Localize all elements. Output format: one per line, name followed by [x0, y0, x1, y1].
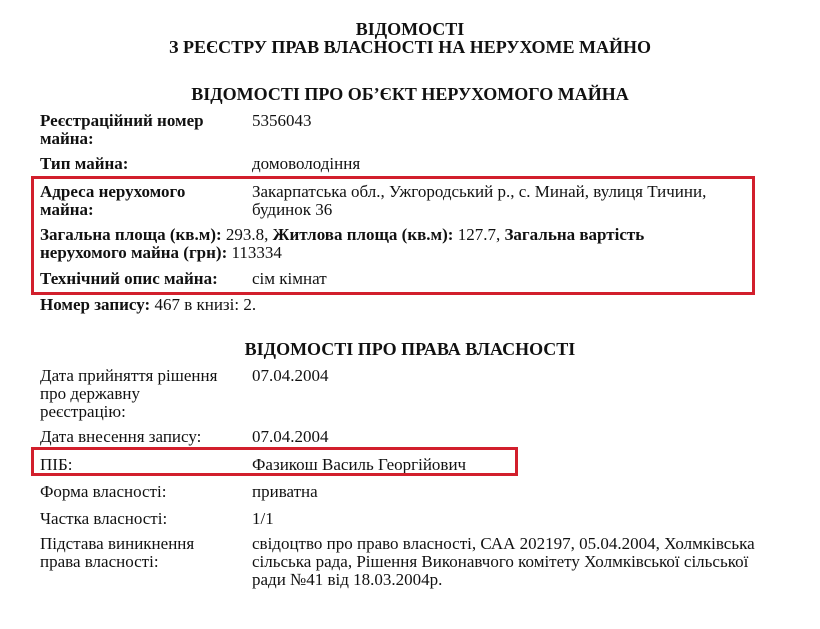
total-value-label-part1: Загальна вартість [504, 225, 645, 244]
ownership-basis-label [40, 535, 245, 571]
document-subtitle: З РЕЄСТРУ ПРАВ ВЛАСНОСТІ НА НЕРУХОМЕ МАЙНО [168, 37, 652, 57]
record-number-value: 467 в книзі: 2. [154, 295, 257, 314]
ownership-form-value: приватна [252, 482, 318, 501]
property-section-heading: ВІДОМОСТІ ПРО ОБ’ЄКТ НЕРУХОМОГО МАЙНА [191, 84, 629, 104]
ownership-share-value: 1/1 [252, 509, 274, 528]
ownership-form-label: Форма власності: [40, 482, 167, 501]
rights-section-heading: ВІДОМОСТІ ПРО ПРАВА ВЛАСНОСТІ [244, 339, 576, 359]
ownership-basis-label-line1: Підстава виникнення [40, 534, 195, 553]
address-label-line1: Адреса нерухомого [40, 182, 186, 201]
decision-date-label [40, 367, 245, 421]
reg-number-value: 5356043 [252, 111, 312, 130]
address-line2: будинок 36 [252, 200, 333, 219]
property-type-value: домоволодіння [252, 154, 361, 173]
living-area-value: 127.7, [457, 225, 501, 244]
ownership-basis-line1: свідоцтво про право власності, САА 202197, 05.04.2004, Холмківська [252, 534, 755, 553]
ownership-basis-label-line2: права власності: [40, 552, 159, 571]
decision-date-label-line1: Дата прийняття рішення [40, 366, 218, 385]
ownership-share-label: Частка власності: [40, 509, 168, 528]
owner-name-label: ПІБ: [40, 455, 73, 474]
property-type-label: Тип майна: [40, 154, 129, 173]
highlight-box-name [31, 447, 518, 476]
reg-number-label [40, 112, 245, 148]
decision-date-label-line3: реєстрацію: [40, 402, 126, 421]
total-value-label-part2: нерухомого майна (грн): [40, 243, 228, 262]
address-label-line2: майна: [40, 200, 94, 219]
record-number-label: Номер запису: [40, 295, 151, 314]
tech-description-label: Технічний опис майна: [40, 269, 218, 288]
tech-description-value: сім кімнат [252, 269, 327, 288]
ownership-basis-line3: ради №41 від 18.03.2004р. [252, 570, 443, 589]
total-area-label: Загальна площа (кв.м): [40, 225, 222, 244]
living-area-label: Житлова площа (кв.м): [272, 225, 454, 244]
document-title: ВІДОМОСТІ [355, 19, 465, 39]
reg-number-label-line1: Реєстраційний номер [40, 111, 204, 130]
decision-date-value: 07.04.2004 [252, 366, 329, 385]
total-area-value: 293.8, [225, 225, 269, 244]
decision-date-label-line2: про державну [40, 384, 140, 403]
address-line1: Закарпатська обл., Ужгородський р., с. Минай, вулиця Тичини, [252, 182, 707, 201]
entry-date-value: 07.04.2004 [252, 427, 329, 446]
owner-name-value: Фазикош Василь Георгійович [252, 455, 467, 474]
ownership-basis-line2: сільська рада, Рішення Виконавчого комітету Холмківської сільської [252, 552, 749, 571]
record-number [40, 296, 256, 314]
total-value-amount: 113334 [231, 243, 282, 262]
reg-number-label-line2: майна: [40, 129, 94, 148]
entry-date-label: Дата внесення запису: [40, 427, 202, 446]
highlight-box-address [31, 176, 755, 295]
ownership-basis-value [252, 535, 812, 589]
